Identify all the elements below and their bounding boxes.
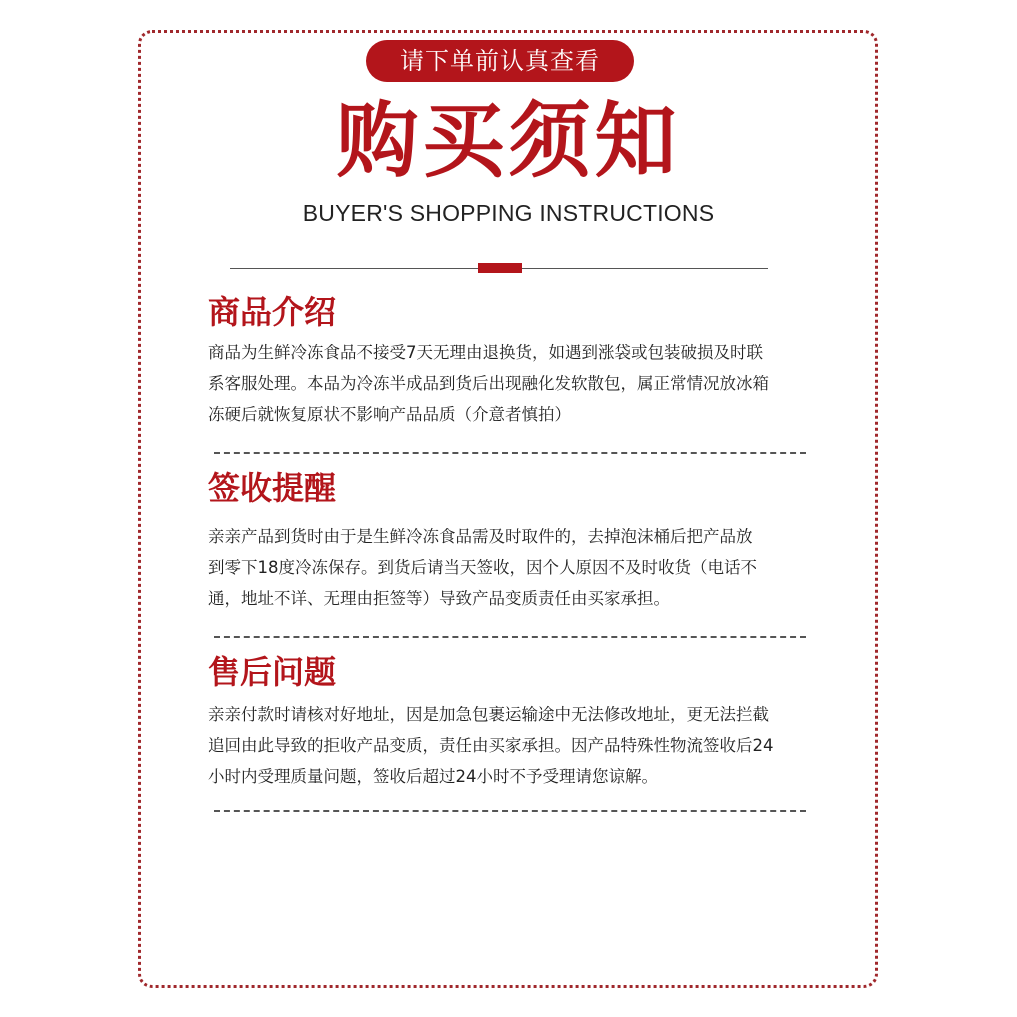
section-heading-sign-reminder: 签收提醒 (208, 469, 337, 507)
page-title: 购买须知 (336, 94, 681, 189)
text-line: 到零下18度冷冻保存。到货后请当天签收，因个人原因不及时收货（电话不 (208, 558, 757, 577)
text-line: 亲亲产品到货时由于是生鲜冷冻食品需及时取件的，去掉泡沫桶后把产品放 (208, 527, 753, 546)
section-text-sign-reminder (208, 521, 828, 614)
page-subtitle: BUYER'S SHOPPING INSTRUCTIONS (302, 200, 715, 226)
section-text-product-intro (208, 337, 828, 430)
section-divider (214, 810, 806, 812)
text-line: 追回由此导致的拒收产品变质，责任由买家承担。因产品特殊性物流签收后24 (208, 736, 774, 755)
section-divider (214, 452, 806, 454)
text-line: 系客服处理。本品为冷冻半成品到货后出现融化发软散包，属正常情况放冰箱 (208, 374, 769, 393)
text-line: 商品为生鲜冷冻食品不接受7天无理由退换货，如遇到涨袋或包装破损及时联 (208, 343, 763, 362)
text-line: 通，地址不详、无理由拒签等）导致产品变质责任由买家承担。 (208, 589, 670, 608)
section-heading-after-sales: 售后问题 (208, 653, 337, 691)
section-heading-product-intro: 商品介绍 (208, 293, 337, 331)
section-text-after-sales (208, 699, 828, 792)
title-divider-accent (478, 263, 522, 273)
text-line: 冻硬后就恢复原状不影响产品品质（介意者慎拍） (208, 405, 571, 424)
text-line: 小时内受理质量问题，签收后超过24小时不予受理请您谅解。 (208, 767, 658, 786)
section-divider (214, 636, 806, 638)
notice-pill: 请下单前认真查看 (366, 40, 634, 82)
text-line: 亲亲付款时请核对好地址，因是加急包裹运输途中无法修改地址，更无法拦截 (208, 705, 769, 724)
